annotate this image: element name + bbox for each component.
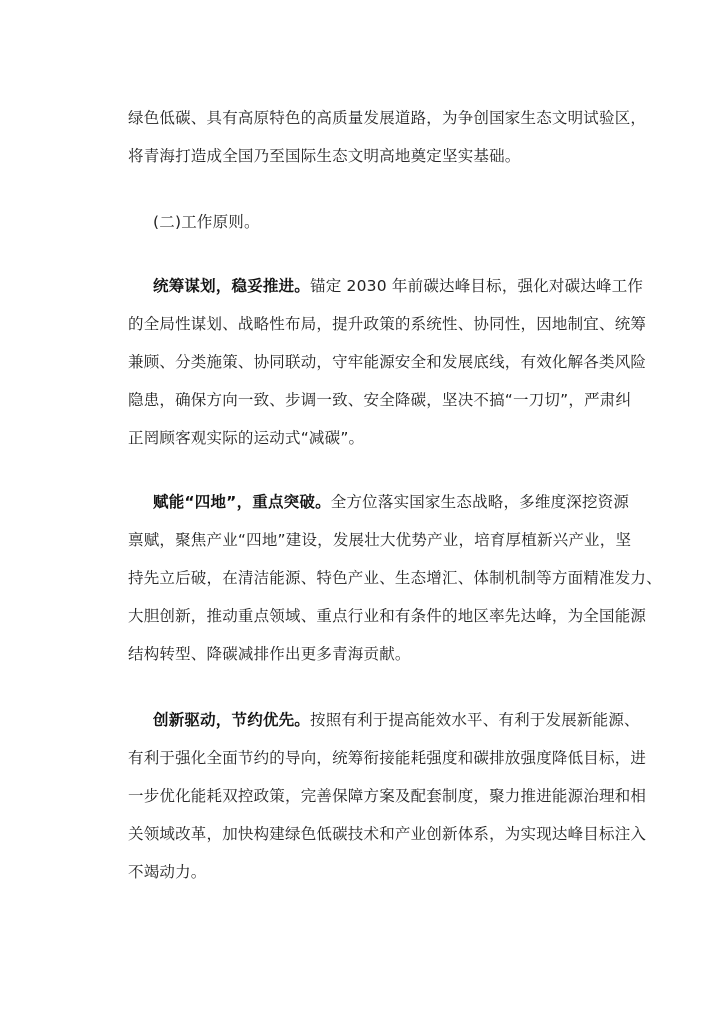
principle-2-line-2: 禀赋，聚焦产业“四地”建设，发展壮大优势产业，培育厚植新兴产业，坚: [128, 531, 632, 549]
principle-3-line-2: 有利于强化全面节约的导向，统筹衔接能耗强度和碳排放强度降低目标，进: [128, 749, 647, 767]
intro-line-1: 绿色低碳、具有高原特色的高质量发展道路，为争创国家生态文明试验区，: [128, 109, 647, 127]
principle-1-first-line: [153, 275, 653, 297]
principle-1-title: 统筹谋划，稳妥推进。: [153, 277, 311, 295]
principle-3-line-4: 关领域改革，加快构建绿色低碳技术和产业创新体系，为实现达峰目标注入: [128, 825, 647, 843]
principle-1-line-3: 兼顾、分类施策、协同联动，守牢能源安全和发展底线，有效化解各类风险: [128, 353, 647, 371]
principle-1-line-5: 正罔顾客观实际的运动式“减碳”。: [128, 429, 365, 447]
principle-1-line-2: 的全局性谋划、战略性布局，提升政策的系统性、协同性，因地制宜、统筹: [128, 315, 647, 333]
principle-1-line-4: 隐患，确保方向一致、步调一致、安全降碳，坚决不搞“一刀切”，严肃纠: [128, 391, 632, 409]
principle-3-title: 创新驱动，节约优先。: [153, 711, 311, 729]
intro-line-2: 将青海打造成全国乃至国际生态文明高地奠定坚实基础。: [128, 147, 521, 165]
principle-2-title: 赋能“四地”，重点突破。: [153, 493, 331, 511]
principle-3-line-5: 不竭动力。: [128, 863, 207, 881]
principle-2-first-text: 全方位落实国家生态战略，多维度深挖资源: [330, 493, 630, 511]
principle-3-first-text: 按照有利于提高能效水平、有利于发展新能源、: [310, 711, 640, 729]
section-heading: (二)工作原则。: [153, 213, 260, 231]
principle-2-line-3: 持先立后破，在清洁能源、特色产业、生态增汇、体制机制等方面精准发力、: [128, 569, 662, 587]
principle-2-line-4: 大胆创新，推动重点领域、重点行业和有条件的地区率先达峰，为全国能源: [128, 607, 647, 625]
principle-1-first-text: 锚定 2030 年前碳达峰目标，强化对碳达峰工作: [310, 277, 644, 295]
principle-2-first-line: [153, 491, 653, 513]
principle-3-line-3: 一步优化能耗双控政策，完善保障方案及配套制度，聚力推进能源治理和相: [128, 787, 647, 805]
principle-3-first-line: [153, 709, 653, 731]
principle-2-line-5: 结构转型、降碳减排作出更多青海贡献。: [128, 645, 411, 663]
